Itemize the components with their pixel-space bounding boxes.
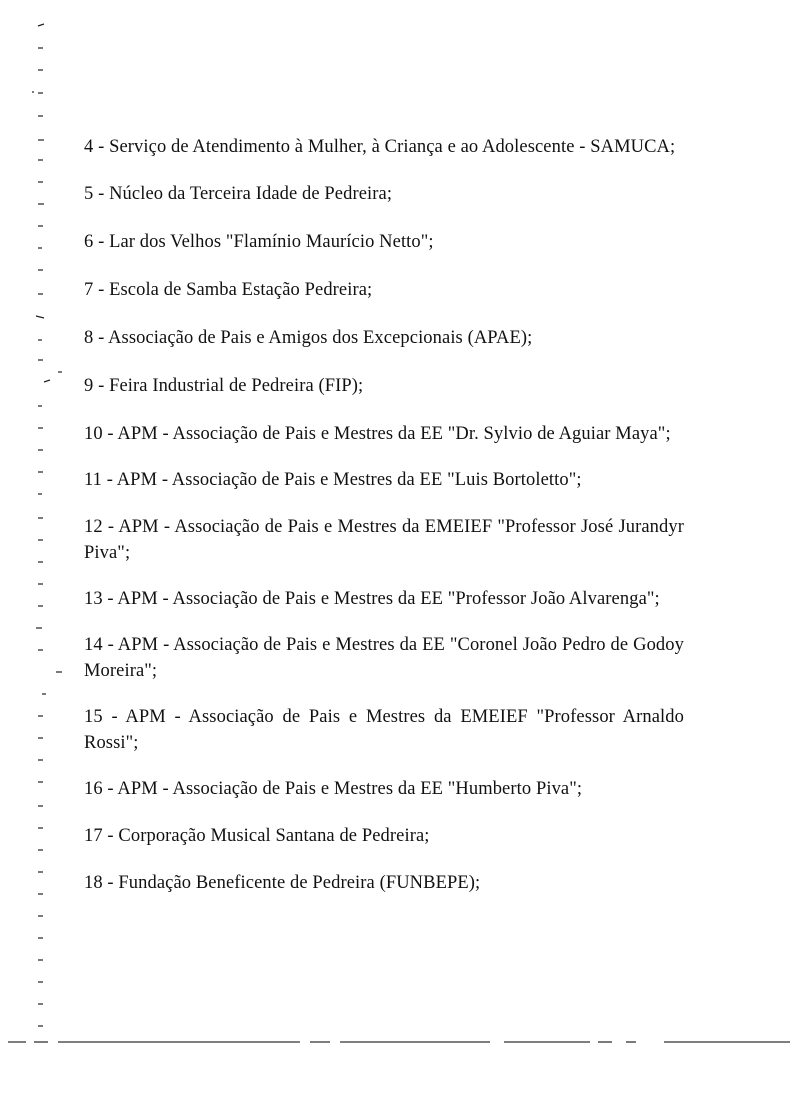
item-number: 16 [84, 779, 103, 799]
item-text: APM - Associação de Pais e Mestres da EMEIEF "Professor Arnaldo Rossi"; [84, 707, 684, 753]
item-number: 13 [84, 589, 103, 609]
list-item: 10 - APM - Associação de Pais e Mestres da EE "Dr. Sylvio de Aguiar Maya"; [84, 424, 671, 444]
list-item: 5 - Núcleo da Terceira Idade de Pedreira; [84, 184, 393, 204]
item-text: Fundação Beneficente de Pedreira (FUNBEPE); [118, 873, 481, 893]
item-text: APM - Associação de Pais e Mestres da EE "Luis Bortoletto"; [116, 470, 582, 490]
margin-tick-marks [32, 0, 62, 1040]
item-number: 5 [84, 184, 94, 204]
institution-list [84, 134, 684, 896]
list-item: 18 - Fundação Beneficente de Pedreira (FUNBEPE); [84, 873, 481, 893]
item-number: 10 [84, 424, 103, 444]
list-item: 15 - APM - Associação de Pais e Mestres da EMEIEF "Professor Arnaldo Rossi"; [84, 707, 684, 753]
item-text: APM - Associação de Pais e Mestres da EE "Dr. Sylvio de Aguiar Maya"; [117, 424, 671, 444]
item-number: 11 [84, 470, 103, 490]
list-item: 13 - APM - Associação de Pais e Mestres da EE "Professor João Alvarenga"; [84, 589, 660, 609]
item-number: 7 [84, 280, 94, 300]
item-number: 9 [84, 376, 94, 396]
item-text: Corporação Musical Santana de Pedreira; [118, 826, 430, 846]
item-number: 4 [84, 137, 94, 157]
item-text: Serviço de Atendimento à Mulher, à Criança e ao Adolescente - SAMUCA; [109, 137, 676, 157]
item-number: 15 [84, 707, 103, 727]
item-text: Associação de Pais e Amigos dos Excepcionais (APAE); [108, 328, 533, 348]
item-text: Feira Industrial de Pedreira (FIP); [109, 376, 364, 396]
item-text: APM - Associação de Pais e Mestres da EE "Professor João Alvarenga"; [117, 589, 660, 609]
item-number: 8 [84, 328, 94, 348]
margin-tick-marks-graphic [32, 0, 62, 1040]
bottom-rule [0, 1040, 800, 1044]
item-text: APM - Associação de Pais e Mestres da EMEIEF "Professor José Jurandyr Piva"; [84, 517, 684, 563]
list-item: 6 - Lar dos Velhos "Flamínio Maurício Netto"; [84, 232, 434, 252]
list-item: 16 - APM - Associação de Pais e Mestres da EE "Humberto Piva"; [84, 779, 583, 799]
bottom-rule-graphic [0, 1040, 800, 1044]
list-item: 8 - Associação de Pais e Amigos dos Excepcionais (APAE); [84, 328, 533, 348]
item-text: APM - Associação de Pais e Mestres da EE "Coronel João Pedro de Godoy Moreira"; [84, 635, 684, 681]
item-number: 14 [84, 635, 103, 655]
item-text: APM - Associação de Pais e Mestres da EE "Humberto Piva"; [117, 779, 583, 799]
list-item: 9 - Feira Industrial de Pedreira (FIP); [84, 376, 364, 396]
list-item: 17 - Corporação Musical Santana de Pedreira; [84, 826, 430, 846]
item-number: 12 [84, 517, 103, 537]
list-item: 12 - APM - Associação de Pais e Mestres da EMEIEF "Professor José Jurandyr Piva"; [84, 517, 684, 563]
item-number: 17 [84, 826, 103, 846]
list-item: 11 - APM - Associação de Pais e Mestres da EE "Luis Bortoletto"; [84, 470, 582, 490]
list-item: 7 - Escola de Samba Estação Pedreira; [84, 280, 373, 300]
item-number: 6 [84, 232, 94, 252]
item-number: 18 [84, 873, 103, 893]
list-item: 14 - APM - Associação de Pais e Mestres da EE "Coronel João Pedro de Godoy Moreira"; [84, 635, 684, 681]
list-item: 4 - Serviço de Atendimento à Mulher, à Criança e ao Adolescente - SAMUCA; [84, 137, 676, 157]
item-text: Lar dos Velhos "Flamínio Maurício Netto"; [109, 232, 434, 252]
item-text: Escola de Samba Estação Pedreira; [109, 280, 373, 300]
item-text: Núcleo da Terceira Idade de Pedreira; [109, 184, 393, 204]
